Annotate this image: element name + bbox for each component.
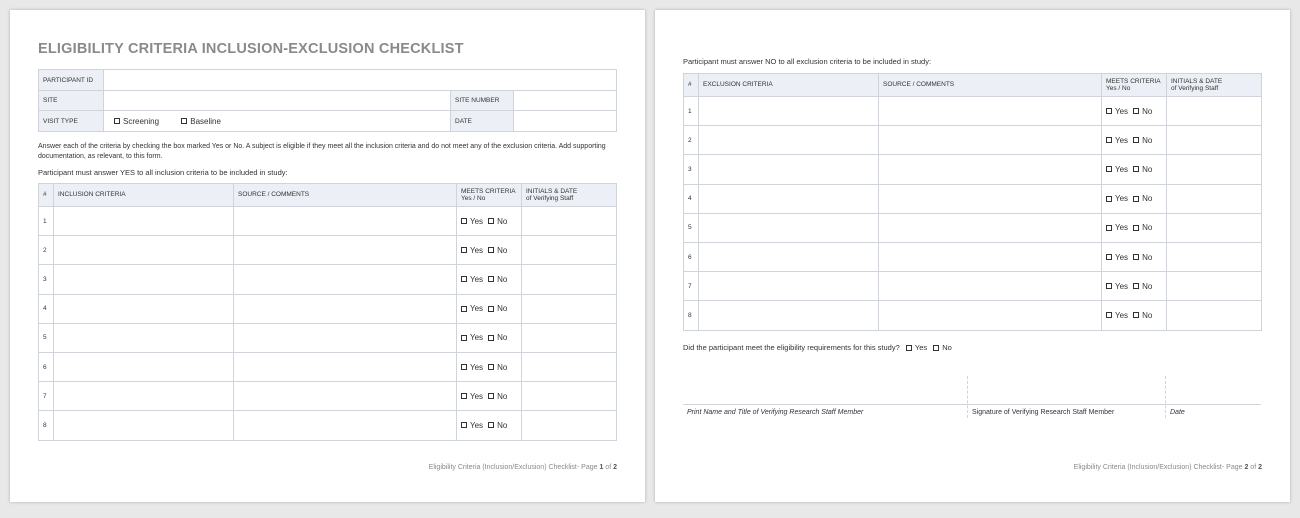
no-option[interactable]: No bbox=[1133, 282, 1152, 291]
checkbox-icon[interactable] bbox=[1133, 196, 1139, 202]
checkbox-icon[interactable] bbox=[1133, 254, 1139, 260]
criteria-cell[interactable] bbox=[54, 382, 234, 411]
row-number: 4 bbox=[39, 294, 54, 323]
exclusion-criteria-header: EXCLUSION CRITERIA bbox=[699, 74, 879, 97]
no-option[interactable]: No bbox=[488, 421, 507, 430]
row-number: 7 bbox=[39, 382, 54, 411]
source-comments-cell[interactable] bbox=[234, 352, 457, 381]
initials-date-cell[interactable] bbox=[522, 294, 617, 323]
source-comments-cell[interactable] bbox=[234, 236, 457, 265]
inclusion-criteria-header: INCLUSION CRITERIA bbox=[54, 184, 234, 207]
row-number: 2 bbox=[39, 236, 54, 265]
page-footer: Eligibility Criteria (Inclusion/Exclusion) Checklist- Page 1 of 2 bbox=[428, 464, 617, 471]
checkbox-icon[interactable] bbox=[1106, 196, 1112, 202]
meets-criteria-cell bbox=[1102, 301, 1167, 330]
criteria-cell[interactable] bbox=[54, 352, 234, 381]
checkbox-icon[interactable] bbox=[1133, 225, 1139, 231]
initials-date-cell[interactable] bbox=[1167, 213, 1262, 242]
no-option[interactable]: No bbox=[488, 275, 507, 284]
meets-criteria-cell bbox=[1102, 155, 1167, 184]
checkbox-icon[interactable] bbox=[488, 364, 494, 370]
row-number: 7 bbox=[684, 272, 699, 301]
row-number: 3 bbox=[39, 265, 54, 294]
checkbox-icon[interactable] bbox=[488, 247, 494, 253]
source-comments-cell[interactable] bbox=[879, 272, 1102, 301]
meets-criteria-cell bbox=[457, 411, 522, 440]
meets-criteria-cell bbox=[1102, 242, 1167, 271]
page-title: ELIGIBILITY CRITERIA INCLUSION-EXCLUSION CHECKLIST bbox=[38, 41, 464, 57]
signature-label: Signature of Verifying Research Staff Member bbox=[972, 409, 1115, 416]
table-row bbox=[39, 352, 617, 381]
no-option[interactable]: No bbox=[488, 392, 507, 401]
source-comments-cell[interactable] bbox=[879, 213, 1102, 242]
checkbox-icon[interactable] bbox=[114, 118, 120, 124]
table-row bbox=[684, 97, 1262, 126]
yes-option[interactable]: Yes bbox=[1106, 136, 1128, 145]
num-header: # bbox=[39, 184, 54, 207]
checkbox-icon[interactable] bbox=[1106, 254, 1112, 260]
meets-criteria-cell bbox=[457, 323, 522, 352]
checkbox-icon[interactable] bbox=[1106, 166, 1112, 172]
inclusion-intro-text: Participant must answer YES to all inclusion criteria to be included in study: bbox=[38, 168, 288, 177]
row-number: 1 bbox=[684, 97, 699, 126]
meets-criteria-cell bbox=[457, 294, 522, 323]
checkbox-icon[interactable] bbox=[1133, 312, 1139, 318]
initials-date-cell[interactable] bbox=[1167, 97, 1262, 126]
initials-date-cell[interactable] bbox=[522, 411, 617, 440]
table-row bbox=[684, 184, 1262, 213]
criteria-cell[interactable] bbox=[699, 213, 879, 242]
source-comments-cell[interactable] bbox=[234, 207, 457, 236]
signature-divider bbox=[967, 376, 968, 418]
row-number: 6 bbox=[684, 242, 699, 271]
row-number: 1 bbox=[39, 207, 54, 236]
yes-option[interactable]: Yes bbox=[461, 333, 483, 342]
meets-criteria-header: MEETS CRITERIA Yes / No bbox=[457, 184, 522, 207]
yes-option[interactable]: Yes bbox=[461, 392, 483, 401]
initials-date-cell[interactable] bbox=[522, 207, 617, 236]
initials-date-cell[interactable] bbox=[522, 265, 617, 294]
table-row bbox=[39, 265, 617, 294]
instructions-text: Answer each of the criteria by checking the box marked Yes or No. A subject is eligible if they meet all the inclusion criteria and do not meet any of the exclusion criteria. Add supporting documentation, as relevant, to this form. bbox=[38, 143, 606, 160]
checkbox-icon[interactable] bbox=[1133, 166, 1139, 172]
print-name-label: Print Name and Title of Verifying Research Staff Member bbox=[687, 409, 864, 416]
table-row bbox=[684, 155, 1262, 184]
initials-date-cell[interactable] bbox=[522, 352, 617, 381]
table-row bbox=[39, 382, 617, 411]
source-comments-cell[interactable] bbox=[879, 126, 1102, 155]
table-row bbox=[684, 242, 1262, 271]
participant-id-field[interactable] bbox=[104, 70, 617, 91]
no-option[interactable]: No bbox=[1133, 194, 1152, 203]
source-comments-cell[interactable] bbox=[879, 155, 1102, 184]
yes-option[interactable]: Yes bbox=[1106, 165, 1128, 174]
row-number: 8 bbox=[684, 301, 699, 330]
exclusion-intro-text: Participant must answer NO to all exclusion criteria to be included in study: bbox=[683, 57, 932, 66]
initials-date-cell[interactable] bbox=[522, 236, 617, 265]
eligibility-question: Did the participant meet the eligibility requirements for this study? Yes No bbox=[683, 343, 952, 352]
meets-criteria-cell bbox=[1102, 272, 1167, 301]
checkbox-icon[interactable] bbox=[488, 422, 494, 428]
site-field[interactable] bbox=[104, 91, 451, 111]
date-field[interactable] bbox=[514, 111, 617, 132]
yes-option[interactable]: Yes bbox=[461, 246, 483, 255]
yes-option[interactable]: Yes bbox=[1106, 107, 1128, 116]
checkbox-icon[interactable] bbox=[1106, 312, 1112, 318]
source-comments-header: SOURCE / COMMENTS bbox=[879, 74, 1102, 97]
meets-criteria-cell bbox=[1102, 126, 1167, 155]
initials-date-cell[interactable] bbox=[1167, 126, 1262, 155]
yes-option[interactable]: Yes bbox=[461, 363, 483, 372]
checkbox-icon[interactable] bbox=[1133, 108, 1139, 114]
no-option[interactable]: No bbox=[1133, 253, 1152, 262]
checkbox-icon[interactable] bbox=[488, 218, 494, 224]
site-label: SITE bbox=[39, 91, 104, 111]
checkbox-icon[interactable] bbox=[488, 393, 494, 399]
no-option[interactable]: No bbox=[488, 217, 507, 226]
checkbox-icon[interactable] bbox=[461, 218, 467, 224]
initials-date-cell[interactable] bbox=[1167, 155, 1262, 184]
source-comments-cell[interactable] bbox=[234, 411, 457, 440]
source-comments-cell[interactable] bbox=[234, 265, 457, 294]
checkbox-icon[interactable] bbox=[1133, 137, 1139, 143]
no-option[interactable]: No bbox=[488, 246, 507, 255]
checkbox-icon[interactable] bbox=[461, 335, 467, 341]
checkbox-icon[interactable] bbox=[461, 422, 467, 428]
table-row bbox=[39, 236, 617, 265]
site-number-field[interactable] bbox=[514, 91, 617, 111]
meets-criteria-cell bbox=[457, 382, 522, 411]
initials-date-header: INITIALS & DATE of Verifying Staff bbox=[522, 184, 617, 207]
criteria-cell[interactable] bbox=[699, 242, 879, 271]
no-option[interactable]: No bbox=[488, 363, 507, 372]
checkbox-icon[interactable] bbox=[1106, 137, 1112, 143]
row-number: 8 bbox=[39, 411, 54, 440]
checkbox-icon[interactable] bbox=[933, 345, 939, 351]
initials-date-cell[interactable] bbox=[1167, 242, 1262, 271]
page-1 bbox=[10, 10, 645, 502]
yes-option[interactable]: Yes bbox=[461, 304, 483, 313]
meets-criteria-cell bbox=[457, 265, 522, 294]
checkbox-icon[interactable] bbox=[1106, 225, 1112, 231]
date-sig-label: Date bbox=[1170, 409, 1185, 416]
screening-option[interactable]: Screening bbox=[114, 117, 159, 126]
checkbox-icon[interactable] bbox=[461, 364, 467, 370]
table-row bbox=[39, 323, 617, 352]
meets-criteria-header: MEETS CRITERIA Yes / No bbox=[1102, 74, 1167, 97]
yes-option[interactable]: Yes bbox=[461, 421, 483, 430]
source-comments-cell[interactable] bbox=[879, 242, 1102, 271]
checkbox-icon[interactable] bbox=[488, 306, 494, 312]
initials-date-cell[interactable] bbox=[1167, 301, 1262, 330]
meets-criteria-cell bbox=[1102, 184, 1167, 213]
criteria-cell[interactable] bbox=[699, 155, 879, 184]
no-option[interactable]: No bbox=[1133, 107, 1152, 116]
checkbox-icon[interactable] bbox=[1133, 283, 1139, 289]
participant-info-table bbox=[38, 69, 617, 132]
yes-option[interactable]: Yes bbox=[461, 217, 483, 226]
source-comments-cell[interactable] bbox=[234, 294, 457, 323]
initials-date-cell[interactable] bbox=[1167, 272, 1262, 301]
exclusion-criteria-table bbox=[683, 73, 1262, 331]
initials-date-cell[interactable] bbox=[1167, 184, 1262, 213]
participant-id-label: PARTICIPANT ID bbox=[39, 70, 104, 91]
row-number: 3 bbox=[684, 155, 699, 184]
page-2 bbox=[655, 10, 1290, 502]
row-number: 5 bbox=[684, 213, 699, 242]
checkbox-icon[interactable] bbox=[461, 393, 467, 399]
row-number: 4 bbox=[684, 184, 699, 213]
table-row bbox=[684, 301, 1262, 330]
source-comments-cell[interactable] bbox=[879, 301, 1102, 330]
source-comments-cell[interactable] bbox=[234, 382, 457, 411]
checkbox-icon[interactable] bbox=[906, 345, 912, 351]
checkbox-icon[interactable] bbox=[461, 276, 467, 282]
table-row bbox=[39, 207, 617, 236]
table-row bbox=[684, 213, 1262, 242]
table-row bbox=[39, 411, 617, 440]
criteria-cell[interactable] bbox=[54, 323, 234, 352]
meets-criteria-cell bbox=[457, 352, 522, 381]
meets-criteria-cell bbox=[1102, 213, 1167, 242]
source-comments-cell[interactable] bbox=[879, 184, 1102, 213]
no-option[interactable]: No bbox=[1133, 311, 1152, 320]
no-option[interactable]: No bbox=[1133, 165, 1152, 174]
no-option[interactable]: No bbox=[1133, 136, 1152, 145]
visit-type-label: VISIT TYPE bbox=[39, 111, 104, 132]
row-number: 2 bbox=[684, 126, 699, 155]
yes-option[interactable]: Yes bbox=[1106, 194, 1128, 203]
criteria-cell[interactable] bbox=[699, 126, 879, 155]
num-header: # bbox=[684, 74, 699, 97]
meets-criteria-cell bbox=[457, 207, 522, 236]
table-row bbox=[684, 126, 1262, 155]
baseline-option[interactable]: Baseline bbox=[181, 117, 221, 126]
criteria-cell[interactable] bbox=[699, 184, 879, 213]
criteria-cell[interactable] bbox=[699, 97, 879, 126]
criteria-cell[interactable] bbox=[699, 272, 879, 301]
no-option[interactable]: No bbox=[488, 333, 507, 342]
checkbox-icon[interactable] bbox=[1106, 108, 1112, 114]
meets-criteria-cell bbox=[457, 236, 522, 265]
criteria-cell[interactable] bbox=[54, 236, 234, 265]
initials-date-cell[interactable] bbox=[522, 382, 617, 411]
criteria-cell[interactable] bbox=[54, 207, 234, 236]
checkbox-icon[interactable] bbox=[488, 335, 494, 341]
criteria-cell[interactable] bbox=[54, 265, 234, 294]
row-number: 5 bbox=[39, 323, 54, 352]
signature-divider bbox=[1165, 376, 1166, 418]
source-comments-header: SOURCE / COMMENTS bbox=[234, 184, 457, 207]
source-comments-cell[interactable] bbox=[879, 97, 1102, 126]
page-footer: Eligibility Criteria (Inclusion/Exclusion) Checklist- Page 2 of 2 bbox=[1073, 464, 1262, 471]
yes-option[interactable]: Yes bbox=[461, 275, 483, 284]
signature-line bbox=[683, 404, 1261, 405]
no-option[interactable]: No bbox=[488, 304, 507, 313]
inclusion-criteria-table bbox=[38, 183, 617, 441]
eligibility-no-option[interactable]: No bbox=[933, 343, 952, 352]
checkbox-icon[interactable] bbox=[461, 306, 467, 312]
eligibility-yes-option[interactable]: Yes bbox=[906, 343, 927, 352]
row-number: 6 bbox=[39, 352, 54, 381]
yes-option[interactable]: Yes bbox=[1106, 253, 1128, 262]
initials-date-cell[interactable] bbox=[522, 323, 617, 352]
checkbox-icon[interactable] bbox=[461, 247, 467, 253]
initials-date-header: INITIALS & DATE of Verifying Staff bbox=[1167, 74, 1262, 97]
source-comments-cell[interactable] bbox=[234, 323, 457, 352]
yes-option[interactable]: Yes bbox=[1106, 223, 1128, 232]
yes-option[interactable]: Yes bbox=[1106, 311, 1128, 320]
checkbox-icon[interactable] bbox=[181, 118, 187, 124]
checkbox-icon[interactable] bbox=[488, 276, 494, 282]
criteria-cell[interactable] bbox=[54, 411, 234, 440]
criteria-cell[interactable] bbox=[54, 294, 234, 323]
table-row bbox=[684, 272, 1262, 301]
no-option[interactable]: No bbox=[1133, 223, 1152, 232]
checkbox-icon[interactable] bbox=[1106, 283, 1112, 289]
visit-type-options bbox=[104, 111, 451, 132]
site-number-label: SITE NUMBER bbox=[451, 91, 514, 111]
meets-criteria-cell bbox=[1102, 97, 1167, 126]
yes-option[interactable]: Yes bbox=[1106, 282, 1128, 291]
criteria-cell[interactable] bbox=[699, 301, 879, 330]
date-label: DATE bbox=[451, 111, 514, 132]
table-row bbox=[39, 294, 617, 323]
